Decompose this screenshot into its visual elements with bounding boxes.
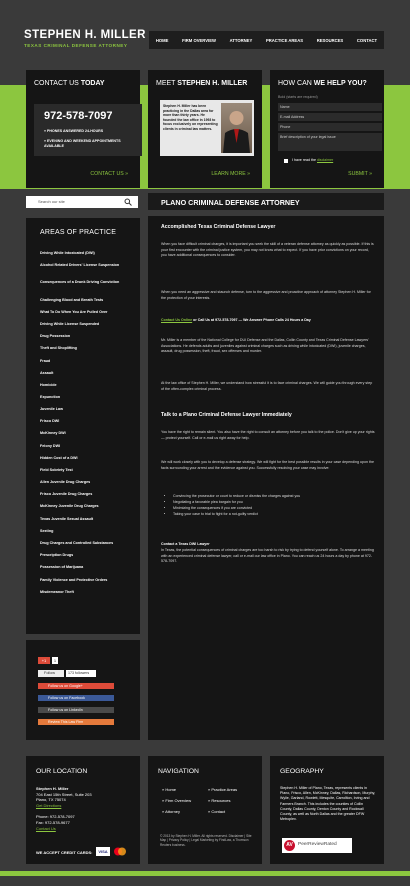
hours-note: » PHONES ANSWERED 24-HOURS [44,129,104,133]
practice-area-item[interactable]: Hidden Cost of a DWI [40,456,78,460]
nav-home[interactable]: HOME [155,37,169,43]
bio-text: Stephen H. Miller has been practicing in the Dallas area for more than thirty years. He founded the law office in 1993 to focus exclusively on representing clients in criminal law matters. [163,104,218,131]
practice-area-item[interactable]: McKinney Juvenile Drug Charges [40,504,99,508]
footer-nav-attorney[interactable]: » Attorney [162,809,181,814]
practice-area-item[interactable]: Expunction [40,395,61,399]
practice-area-item[interactable]: Field Sobriety Test [40,468,73,472]
meet-panel-title: MEET STEPHEN H. MILLER [156,80,248,87]
heading-contact-dwi: Contact a Texas DWI Lawyer [161,542,210,546]
phone-field[interactable]: Phone [278,123,382,131]
phone-box [34,104,142,156]
footer-nav-practice-areas[interactable]: » Practice Areas [208,787,238,792]
practice-area-item[interactable]: Misdemeanor Theft [40,590,74,594]
help-panel-title: HOW CAN WE HELP YOU? [278,80,367,87]
practice-area-item[interactable]: Driving While License Suspended [40,322,100,326]
linkedin-button[interactable]: Follow us on LinkedIn [38,707,114,713]
practice-area-item[interactable]: Family Violence and Protective Orders [40,578,108,582]
help-panel [270,70,384,188]
practice-area-item[interactable]: Frisco DWI [40,419,60,423]
disclaimer-label: I have read the disclaimer [292,158,334,162]
heading-accomplished: Accomplished Texas Criminal Defense Lawyer [161,224,276,230]
strategy-list [161,493,387,517]
disclaimer-checkbox[interactable] [284,159,288,163]
main-nav [149,31,384,49]
practice-area-item[interactable]: Juvenile Law [40,407,63,411]
address-block: Stephen H. Miller 704 East 15th Street, Suite 203 Plano, TX 75074 Get Directions Phone: 972-578-7097 Fax: 972-578-9677 Contact Us [36,786,136,831]
search-box [26,196,138,208]
practice-area-item[interactable]: Consequences of a Drunk Driving Conviction [40,280,120,284]
nav-attorney[interactable]: ATTORNEY [229,37,253,43]
issue-textarea[interactable]: Brief description of your legal issue [278,133,382,151]
search-input[interactable]: Search our site [38,199,65,204]
list-item: • Negotiating a favorable plea bargain for you [173,499,387,505]
directions-link[interactable]: Get Directions [36,802,62,808]
practice-area-item[interactable]: Frisco Juvenile Drug Charges [40,492,93,496]
footer-nav-home[interactable]: » Home [162,787,177,792]
paragraph-1: When you face difficult criminal charges, it is important you seek the skill of a veteran defense attorney as quickly as possible. If this is your first encounter with the criminal justice system, you may not know what to expect. If you have prior convictions on your record, you have additional consequences to consider. [161,242,374,258]
av-rating-icon: AV [284,840,295,851]
required-note: Bold (starts are required) [278,95,318,99]
practice-area-item[interactable]: Theft and Shoplifting [40,346,77,350]
learn-more-link[interactable]: LEARN MORE » [211,171,250,177]
footer-nav-resources[interactable]: » Resources [208,798,231,803]
practice-area-item[interactable]: Assault [40,371,54,375]
practice-area-item[interactable]: Possession of Marijuana [40,565,84,569]
contact-online-link[interactable]: Contact Us Online [161,318,193,322]
gplus-one-button[interactable]: +1 [38,657,50,664]
practice-area-item[interactable]: McKinney DWI [40,431,66,435]
practice-area-item[interactable]: Drug Possession [40,334,71,338]
attorney-photo [221,103,252,153]
disclaimer-link[interactable]: disclaimer [316,158,334,162]
logo-name[interactable]: STEPHEN H. MILLER [24,29,146,41]
phone-number[interactable]: 972-578-7097 [44,110,113,122]
practice-area-item[interactable]: Challenging Blood and Breath Tests [40,298,104,302]
mastercard-icon [113,847,127,856]
appointments-note: » EVENING AND WEEKEND APPOINTMENTS AVAILABLE [44,139,121,149]
practice-area-item[interactable]: Texas Juvenile Sexual Assault [40,517,94,521]
review-button[interactable]: Review This Law Firm [38,719,114,725]
facebook-button[interactable]: Follow us on Facebook [38,695,114,701]
footer-nav-firm-overview[interactable]: » Firm Overview [162,798,192,803]
paragraph-2: When you need an aggressive and staunch defense, turn to the aggressive and proactive approach of attorney Stephen H. Miller for the protection of your interests. [161,290,371,300]
footer-location [26,756,140,864]
credit-cards-label: WE ACCEPT CREDIT CARDS: [36,850,93,855]
contact-panel-title: CONTACT US TODAY [34,80,105,87]
person-icon [221,103,252,153]
twitter-follow-button[interactable]: Follow [38,670,64,677]
nav-contact[interactable]: CONTACT [356,37,378,43]
nav-firm-overview[interactable]: FIRM OVERVIEW [182,37,216,43]
paragraph-7: In Texas, the potential consequences of criminal charges are too harsh to risk by trying to defend yourself alone. To arrange a meeting with an experienced criminal defense lawyer, call or e-mail our law office in Plano. You can reach us 24 hours a day by phone at 972-578-7097. [161,548,374,564]
list-item: • Taking your case to trial to fight for a not-guilty verdict [173,511,387,517]
paragraph-3: Mr. Miller is a member of the National College for DUI Defense and the Dallas, Collin County and Texas Criminal Defense Lawyers' Associations. He defends adults and juveniles against criminal charges such as driving while intoxicated (DWI), juvenile charges, assault, drug possession, theft, fraud, sex offenses and murder. [161,338,369,354]
list-item: • Minimizing the consequences if you are convicted [173,505,387,511]
meet-panel [148,70,262,188]
practice-area-item[interactable]: Homicide [40,383,57,387]
geography-text: Stephen H. Miller of Plano, Texas, represents clients in Plano, Frisco, Allen, McKinney, Dallas, Richardson, Murphy, Wylie, Garland, Rowlett, Mesquite, Carrollton, Irving and Farmers Branch. This includes the counties of Collin County, Dallas County, Denton County and Rockwall County, as well as North Dallas and the greater DFW Metroplex. [280,786,376,822]
gplus-count: 1 [53,658,57,663]
heading-talk: Talk to a Plano Criminal Defense Lawyer Immediately [161,412,292,418]
footer-contact-link[interactable]: Contact Us [36,825,56,831]
practice-title: AREAS OF PRACTICE [40,229,117,236]
practice-area-item[interactable]: What To Do When You Are Pulled Over [40,310,108,314]
practice-area-item[interactable]: Sexting [40,529,54,533]
peer-review-badge[interactable]: AV PeerReviewRated [282,838,352,853]
practice-area-item[interactable]: Fraud [40,359,51,363]
contact-us-link[interactable]: CONTACT US » [90,171,128,177]
contact-panel [26,70,140,188]
search-icon[interactable] [124,198,132,206]
geography-title: GEOGRAPHY [280,768,324,775]
nav-practice-areas[interactable]: PRACTICE AREAS [265,37,304,43]
list-item: • Convincing the prosecutor or court to reduce or dismiss the charges against you [173,493,387,499]
practice-area-item[interactable]: Alcohol Related Drivers' License Suspension [40,263,120,267]
copyright: © 2013 by Stephen H. Miller. All rights reserved. Disclaimer | Site Map | Privacy Policy | Legal Marketing by FindLaw, a Thomson Reuters business. [160,834,252,847]
nav-resources[interactable]: RESOURCES [316,37,344,43]
footer-nav-contact[interactable]: » Contact [208,809,226,814]
navigation-title: NAVIGATION [158,768,199,775]
footer-navigation [148,756,262,864]
bio-card [160,100,254,156]
practice-area-item[interactable]: Prescription Drugs [40,553,74,557]
practice-area-item[interactable]: Driving While Intoxicated (DWI) [40,251,95,255]
social-panel [26,640,140,740]
practice-area-item[interactable]: Felony DWI [40,444,61,448]
cta-line: Contact Us Online or Call Us at 972-578-7097 — We Answer Phone Calls 24 Hours a Day [161,318,311,322]
practice-areas-panel [26,218,140,634]
footer-accent-line [0,871,410,876]
location-title: OUR LOCATION [36,768,88,775]
logo-tagline: TEXAS CRIMINAL DEFENSE ATTORNEY [24,43,128,48]
practice-area-item[interactable]: Allen Juvenile Drug Charges [40,480,91,484]
footer-geography [270,756,384,864]
practice-area-item[interactable]: Drug Charges and Controlled Substances [40,541,114,545]
paragraph-4: At the law office of Stephen H. Miller, we understand how stressful it is to face criminal charges. We will guide you through every step of the often-complex criminal process. [161,381,373,391]
submit-button[interactable]: SUBMIT » [348,171,372,177]
paragraph-6: We will work closely with you to develop a defense strategy. We will fight for the best possible results in your case depending upon the facts surrounding your arrest and the evidence against you. Successfully resolving your case may involve: [161,460,374,470]
name-field[interactable]: Name [278,103,382,111]
email-field[interactable]: E-mail Address [278,113,382,121]
page-title: PLANO CRIMINAL DEFENSE ATTORNEY [148,193,384,210]
paragraph-5: You have the right to remain silent. You also have the right to consult an attorney before you talk to the police. Don't give up your rights — protect yourself. Call or e-mail us right away for help. [161,430,375,440]
twitter-followers: 173 followers [66,670,96,677]
main-content [148,216,384,740]
visa-icon: VISA [96,847,110,856]
google-plus-button[interactable]: Follow us on Google+ [38,683,114,689]
